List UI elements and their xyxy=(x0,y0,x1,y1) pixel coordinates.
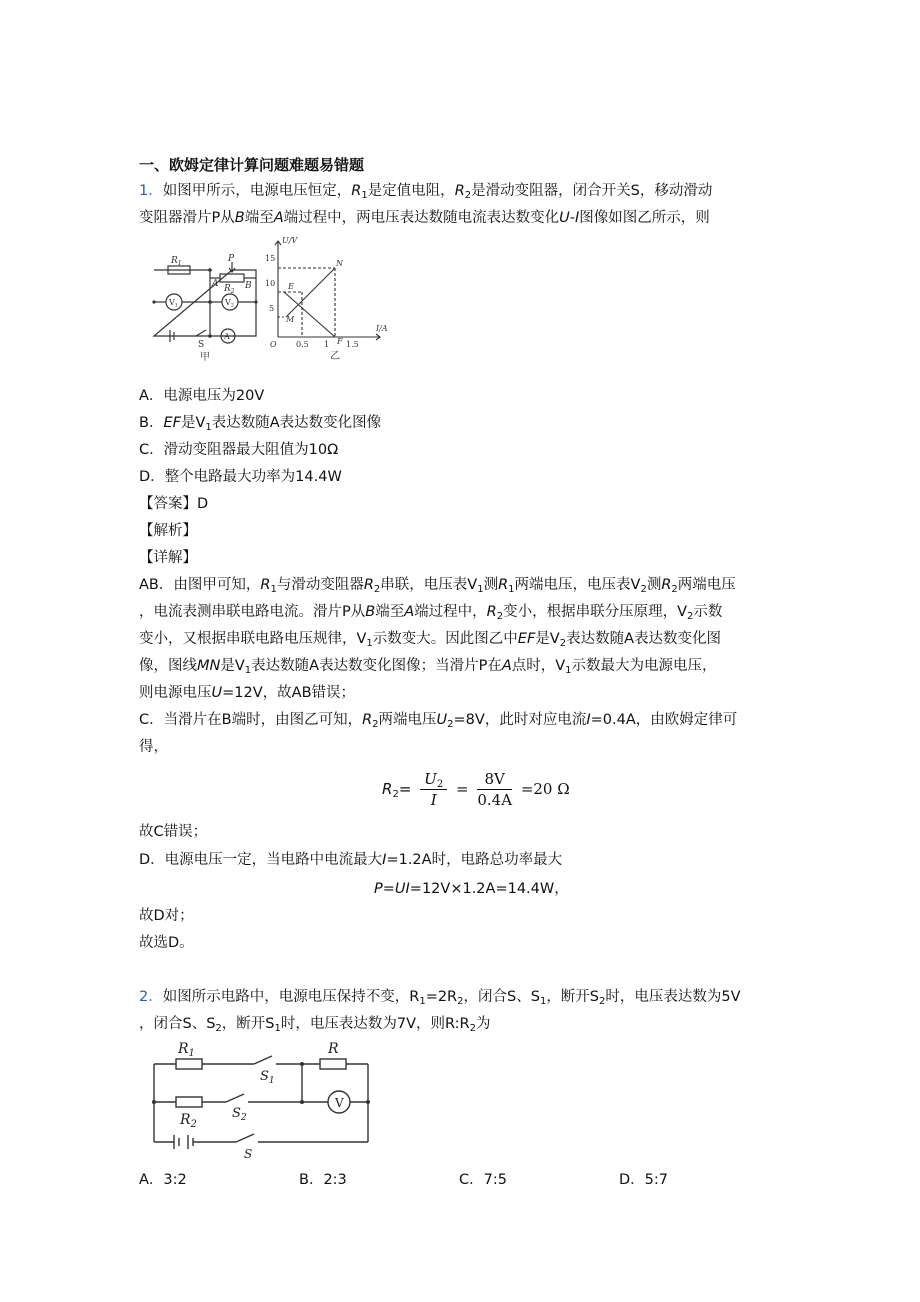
graph-y-tick-10: 10 xyxy=(265,279,276,288)
graph-y-axis-label: U/V xyxy=(282,236,298,245)
q1-ui-graph xyxy=(262,233,392,363)
graph-point-n: N xyxy=(336,259,343,268)
fig1-v1-label: V1 xyxy=(169,298,178,309)
q1-sol-d-conclusion: 故D对； xyxy=(139,908,194,924)
fig1-p-label: P xyxy=(228,254,235,264)
eq-fraction-2: $\frac{8V}{0.4A}$ xyxy=(477,770,513,809)
q2-option-c: C．7:5 xyxy=(459,1172,507,1188)
q1-sol-line1: AB．由图甲可知，$R_1$与滑动变阻器$R_2$串联，电压表$V_1$测$R_1$两端电压，电压表$V_2$测$R_2$两端电压 xyxy=(139,577,736,595)
q1-sol-d-formula: P=UI=12V×1.2A=14.4W， xyxy=(374,881,569,897)
q1-option-c: C．滑动变阻器最大阻值为10Ω xyxy=(139,442,339,458)
q1-circuit-figure xyxy=(148,248,268,363)
fig2-s1-label: $S_1$ xyxy=(260,1069,275,1086)
q1-option-d: D．整个电路最大功率为14.4W xyxy=(139,469,342,485)
fig2-r-label: R xyxy=(328,1041,339,1057)
graph-x-tick-1-5: 1.5 xyxy=(346,340,359,349)
q2-circuit-figure xyxy=(146,1038,376,1160)
q1-analysis-heading: 【解析】 xyxy=(139,523,197,539)
graph-x-tick-1: 1 xyxy=(324,340,330,349)
q1-sol-c-line1: C．当滑片在B端时，由图乙可知，$R_2$两端电压$U_2=8V$，此时对应电流I=0.4A，由欧姆定律可 xyxy=(139,712,738,730)
fig1-s-label: S xyxy=(198,340,205,350)
q1-equation: $R_2=$ $\frac{U_2}{I}$ = $\frac{8V}{0.4A}$ =20 Ω xyxy=(382,770,570,809)
q1-sol-line2: ，电流表测串联电路电流。滑片P从B端至A端过程中，$R_2$变小，根据串联分压原理，$V_2$示数 xyxy=(139,604,723,622)
fig2-s2-label: $S_2$ xyxy=(232,1106,247,1123)
graph-point-m: M xyxy=(286,315,295,324)
graph-point-e: E xyxy=(288,282,294,291)
q1-sol-line3: 变小，又根据串联电路电压规律，$V_1$示数变大。因此图乙中EF是$V_2$表达数随A表达数变化图 xyxy=(139,631,722,649)
q1-final-choice: 故选D。 xyxy=(139,935,194,951)
q2-stem-line1: 2．如图所示电路中，电源电压保持不变，$R_1=2R_2$，闭合S、$S_1$，断开$S_2$时，电压表达数为5V xyxy=(139,989,741,1007)
q1-sol-line4: 像，图线MN是$V_1$表达数随A表达数变化图像；当滑片P在A点时，$V_1$示数最大为电源电压， xyxy=(139,658,717,676)
fig2-r1-label: $R_1$ xyxy=(178,1041,195,1059)
fig2-voltmeter-label: V xyxy=(335,1096,344,1110)
graph-origin-label: O xyxy=(270,340,277,349)
q1-detail-heading: 【详解】 xyxy=(139,550,197,566)
q2-option-a: A．3:2 xyxy=(139,1172,187,1188)
q1-sol-line5: 则电源电压U=12V，故AB错误； xyxy=(139,685,356,701)
q1-option-a: A．电源电压为20V xyxy=(139,388,265,404)
eq-fraction-1: $\frac{U_2}{I}$ xyxy=(420,770,447,809)
q2-stem-line2: ，闭合S、$S_2$，断开$S_1$时，电压表达数为7V，则$R:R_2$为 xyxy=(139,1016,491,1034)
q2-option-b: B．2:3 xyxy=(299,1172,347,1188)
q1-option-b: B．EF是$V_1$表达数随A表达数变化图像 xyxy=(139,415,382,433)
graph-point-f: F xyxy=(337,337,343,346)
q1-number: 1． xyxy=(139,183,163,199)
q2-number: 2． xyxy=(139,989,163,1005)
q1-sol-d-line1: D．电源电压一定，当电路中电流最大I=1.2A时，电路总功率最大 xyxy=(139,852,563,868)
fig1-b-label: B xyxy=(245,281,252,291)
graph-y-tick-15: 15 xyxy=(265,254,276,263)
graph-x-axis-label: I/A xyxy=(376,324,388,333)
graph-x-tick-0-5: 0.5 xyxy=(296,340,309,349)
fig2-s-label: S xyxy=(244,1147,253,1160)
q1-stem-line1: 1．如图甲所示，电源电压恒定，$R_1$是定值电阻，$R_2$是滑动变阻器，闭合开关S，移动滑动 xyxy=(139,183,713,201)
graph-y-tick-5: 5 xyxy=(269,304,275,313)
graph-caption: 乙 xyxy=(330,351,340,362)
q2-option-d: D．5:7 xyxy=(619,1172,669,1188)
fig1-a-label: A xyxy=(212,279,219,289)
q1-stem-line2: 变阻器滑片P从B端至A端过程中，两电压表达数随电流表达数变化U-I图像如图乙所示，则 xyxy=(139,210,710,226)
fig2-r2-label: $R_2$ xyxy=(180,1112,197,1130)
q1-sol-c-conclusion: 故C错误； xyxy=(139,824,208,840)
fig1-r2-label: $R_2$ xyxy=(224,284,235,295)
q1-answer: 【答案】D xyxy=(139,496,209,512)
fig1-caption: 甲 xyxy=(200,352,210,363)
fig1-v2-label: V2 xyxy=(225,298,234,309)
fig1-ammeter-label: A xyxy=(224,332,230,341)
q1-sol-c-line2: 得， xyxy=(139,739,168,755)
fig1-r1-label: $R_1$ xyxy=(171,256,182,267)
section-title: 一、欧姆定律计算问题难题易错题 xyxy=(139,156,365,174)
